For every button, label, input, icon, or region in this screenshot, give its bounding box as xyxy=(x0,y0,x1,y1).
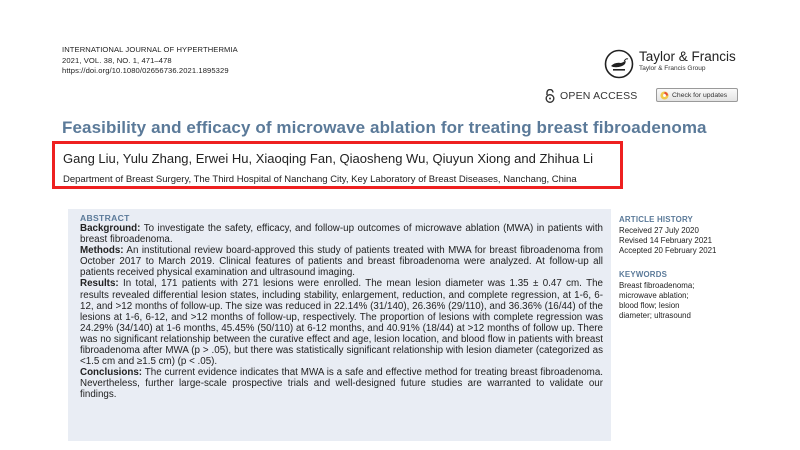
open-lock-icon xyxy=(544,89,556,103)
abstract-body xyxy=(80,223,603,401)
keyword-line: blood flow; lesion xyxy=(619,301,680,310)
open-access-label: OPEN ACCESS xyxy=(560,90,638,102)
author-affiliation: Department of Breast Surgery, The Third Hospital of Nanchang City, Key Laboratory of Breast Diseases, Nanchang, China xyxy=(63,174,577,185)
abstract-conclusions xyxy=(80,367,603,400)
background-label: Background: xyxy=(80,223,141,234)
methods-text: An institutional review board-approved this study of patients treated with MWA for breast fibroadenoma from October 2017 to March 2019. Clinical features of patients and breast fibroadenoma were analyzed. At follow-up all patients received physical examination and ultrasound imaging. xyxy=(80,245,603,279)
publisher-name: Taylor & Francis xyxy=(639,49,736,64)
abstract-methods xyxy=(80,245,603,278)
journal-issue: 2021, VOL. 38, NO. 1, 471–478 xyxy=(62,55,172,65)
crossmark-icon xyxy=(660,91,669,100)
methods-label: Methods: xyxy=(80,245,124,257)
journal-name: INTERNATIONAL JOURNAL OF HYPERTHERMIA xyxy=(62,45,238,54)
received-date: Received 27 July 2020 xyxy=(619,226,699,235)
publisher-brand[interactable] xyxy=(604,49,736,79)
accepted-date: Accepted 20 February 2021 xyxy=(619,246,717,255)
article-history-heading: ARTICLE HISTORY xyxy=(619,215,694,224)
abstract-heading: ABSTRACT xyxy=(80,213,130,223)
results-label: Results: xyxy=(80,278,119,290)
keywords-heading: KEYWORDS xyxy=(619,270,668,279)
results-text: In total, 171 patients with 271 lesions were enrolled. The mean lesion diameter was 1.35 ± 0.47 cm. The results revealed differential lesion states, including stability, enlargement, reduction, and complete regression, at 1-6, 6-12, and >12 months of follow-up. The size was reduced in 22.14% (31/140), 26.36% (29/110), and 36.36% (16/44) of the lesions at 1-6, 6-12, and >12 months of follow-up, respectively. The proportion of lesions with complete regression was 24.29% (34/140) at 1-6 months, 45.45% (50/110) at 6-12 months, and 40.91% (18/44) at >12 months of follow up. There was no significant relationship between the curative effect and age, lesion location, and blood flow in patients with breast fibroadenoma after MWA (p > .05), but there was statistically significant relationship with lesion diameter (categorized as <1.5 cm and ≥1.5 cm) (p < .05). xyxy=(80,278,603,368)
journal-info xyxy=(62,45,238,77)
keywords-section xyxy=(619,270,759,321)
author-list: Gang Liu, Yulu Zhang, Erwei Hu, Xiaoqing Fan, Qiaosheng Wu, Qiuyun Xiong and Zhihua Li xyxy=(63,151,593,166)
check-for-updates-button[interactable] xyxy=(656,88,738,102)
keyword-line: microwave ablation; xyxy=(619,291,689,300)
conclusions-text: The current evidence indicates that MWA is a safe and effective method for treating breast fibroadenoma. Nevertheless, further large-scale prospective trials and well-designed future studies are warranted to validate our findings. xyxy=(80,367,604,401)
abstract-results xyxy=(80,278,603,367)
conclusions-label: Conclusions: xyxy=(80,367,143,379)
keyword-line: diameter; ultrasound xyxy=(619,311,691,320)
article-title: Feasibility and efficacy of microwave ablation for treating breast fibroadenoma xyxy=(62,118,707,137)
doi-link[interactable]: https://doi.org/10.1080/02656736.2021.1895329 xyxy=(62,66,229,75)
taylor-francis-lamp-icon xyxy=(604,49,634,79)
open-access-badge xyxy=(544,89,637,103)
publisher-group: Taylor & Francis Group xyxy=(639,65,706,72)
article-history xyxy=(619,215,759,256)
check-for-updates-label: Check for updates xyxy=(672,91,728,99)
keyword-line: Breast fibroadenoma; xyxy=(619,281,695,290)
revised-date: Revised 14 February 2021 xyxy=(619,236,712,245)
background-text: To investigate the safety, efficacy, and follow-up outcomes of microwave ablation (MWA) in patients with breast fibroadenoma. xyxy=(80,223,603,246)
abstract-background xyxy=(80,223,603,245)
